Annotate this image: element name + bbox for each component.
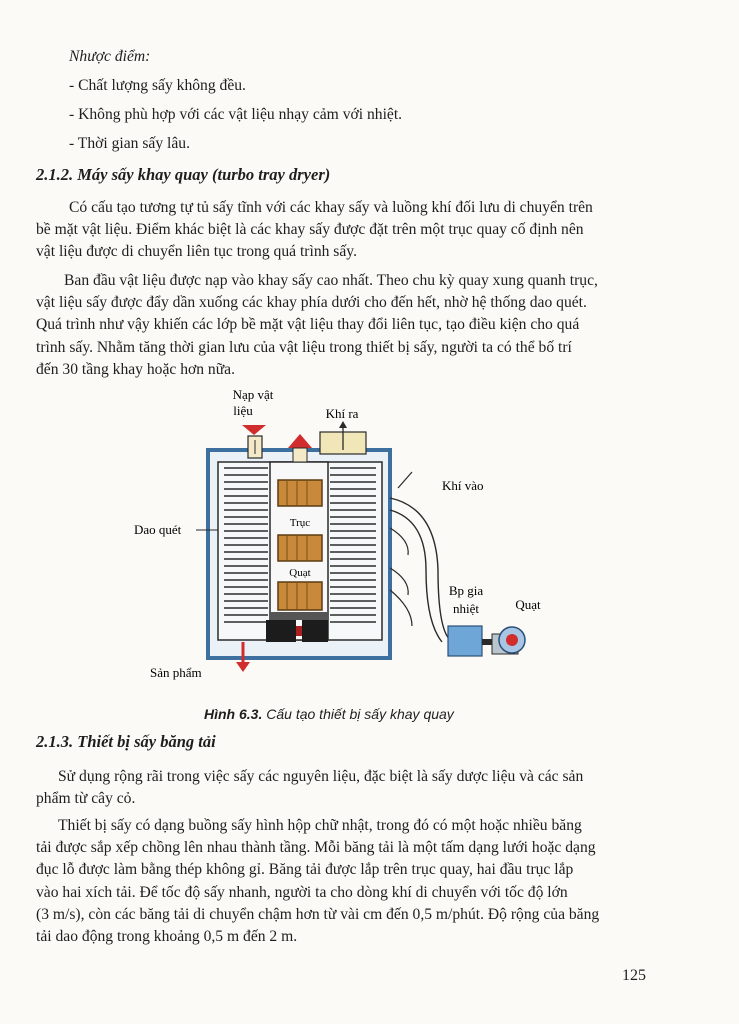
text-line: tải được sắp xếp chồng lên nhau thành tầng. Mỗi băng tải là một tấm dạng lưới hoặc dạng xyxy=(36,839,596,857)
scraper-label: Dao quét xyxy=(134,522,182,537)
text-line: Thiết bị sấy có dạng buồng sấy hình hộp chữ nhật, trong đó có một hoặc nhiều băng xyxy=(58,817,582,834)
heater-box xyxy=(448,626,482,656)
text-line: tải dao động trong khoảng 0,5 m đến 2 m. xyxy=(36,928,298,946)
text-line: (3 m/s), còn các băng tải di chuyển chậm hơn từ vài cm đến 0,5 m/phút. Độ rộng của băng xyxy=(36,905,600,923)
drawback-item: - Không phù hợp với các vật liệu nhạy cảm với nhiệt. xyxy=(69,106,403,123)
shaft-label: Trục xyxy=(289,517,311,529)
drawbacks-heading: Nhược điểm: xyxy=(69,48,151,65)
text-line: phẩm từ cây cỏ. xyxy=(36,790,136,808)
feed-label-line2: liệu xyxy=(233,403,253,418)
paragraph xyxy=(36,815,670,948)
tray-dryer-diagram xyxy=(120,380,550,690)
air-in-label: Khí vào xyxy=(442,478,484,493)
text-line: vật liệu được di chuyển liên tục trong quá trình sấy. xyxy=(36,243,357,261)
text-line: vào hai xích tải. Để tốc độ sấy nhanh, người ta cho dòng khí di chuyển với tốc độ lớn xyxy=(36,883,568,901)
fan-inner-label: Quạt xyxy=(289,567,311,579)
text-line: Sử dụng rộng rãi trong việc sấy các nguyên liệu, đặc biệt là sấy dược liệu và các sản xyxy=(58,768,584,785)
drawback-item: - Chất lượng sấy không đều. xyxy=(69,77,246,94)
feed-label-line1: Nạp vật xyxy=(232,387,274,402)
fan-outer-label: Quạt xyxy=(515,597,541,612)
external-fan xyxy=(492,627,525,654)
heater-label-line2: nhiệt xyxy=(453,601,479,616)
heater-label-line1: Bp gia xyxy=(448,583,484,598)
air-outlet xyxy=(320,421,366,454)
air-inlet-duct xyxy=(390,498,450,642)
figure-caption xyxy=(204,706,454,722)
section-heading-213: 2.1.3. Thiết bị sấy băng tải xyxy=(36,732,216,751)
rotating-shaft xyxy=(278,480,322,610)
air-in-pointer xyxy=(398,472,412,488)
text-line: vật liệu sấy được đẩy dần xuống các khay phía dưới cho đến hết, nhờ hệ thống dao quét. xyxy=(36,294,587,312)
paragraph xyxy=(36,270,670,381)
paragraph xyxy=(36,197,670,264)
figure-number: Hình 6.3. xyxy=(204,706,263,722)
section-heading-212: 2.1.2. Máy sấy khay quay (turbo tray dryer) xyxy=(36,165,331,184)
air-flow-curves xyxy=(390,528,412,626)
figure-caption-text: Cấu tạo thiết bị sấy khay quay xyxy=(262,706,454,722)
text-line: Ban đầu vật liệu được nạp vào khay sấy cao nhất. Theo chu kỳ quay xung quanh trục, xyxy=(64,272,598,289)
page-number: 125 xyxy=(622,967,646,984)
text-line: Có cấu tạo tương tự tủ sấy tĩnh với các khay sấy và luồng khí đối lưu di chuyển trên xyxy=(69,199,593,216)
air-out-label: Khí ra xyxy=(325,406,359,421)
product-label: Sản phẩm xyxy=(150,665,202,680)
text-line: đục lỗ được làm bằng thép không gỉ. Băng tải được lắp trên trục quay, hai đầu trục lắp xyxy=(36,861,574,879)
text-line: bề mặt vật liệu. Điểm khác biệt là các khay sấy được đặt trên một trục quay cố định nên xyxy=(36,221,584,239)
drawback-item: - Thời gian sấy lâu. xyxy=(69,135,190,152)
paragraph xyxy=(36,766,670,810)
text-line: đến 30 tầng khay hoặc hơn nữa. xyxy=(36,360,236,378)
text-line: Quá trình như vậy khiến các lớp bề mặt vật liệu thay đổi liên tục, tạo điều kiện cho quá xyxy=(36,316,580,334)
text-line: trình sấy. Nhằm tăng thời gian lưu của vật liệu trong thiết bị sấy, người ta có thể bố trí xyxy=(36,338,572,356)
